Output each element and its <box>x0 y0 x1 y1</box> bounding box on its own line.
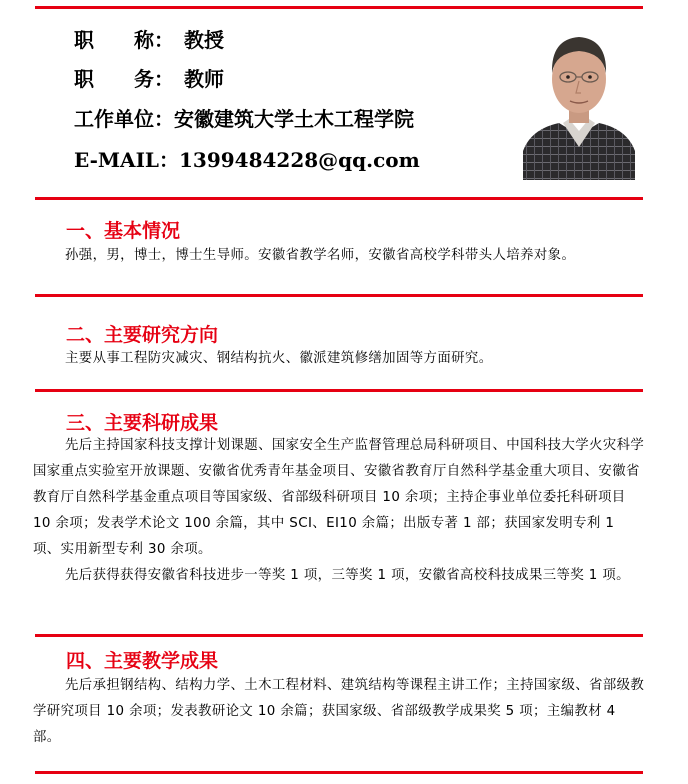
paragraph: 先后承担钢结构、结构力学、土木工程材料、建筑结构等课程主讲工作；主持国家级、省部级教学研究项目 10 余项；发表教研论文 10 余篇；获国家级、省部级教学成果奖 5 项；主编教材 4 部。 <box>33 678 645 745</box>
section-body-basic-info <box>33 243 645 269</box>
section-title-basic-info: 一、基本情况 <box>66 220 181 242</box>
section-title-teaching-achievements: 四、主要教学成果 <box>66 650 219 672</box>
title-row <box>74 24 224 53</box>
email-row <box>74 144 420 173</box>
section-body-research-direction <box>33 346 645 372</box>
title-label: 职 称： <box>74 28 174 52</box>
section-divider <box>35 634 643 637</box>
section-divider <box>35 294 643 297</box>
portrait-photo <box>523 23 635 180</box>
unit-row <box>74 103 414 132</box>
paragraph: 先后主持国家科技支撑计划课题、国家安全生产监督管理总局科研项目、中国科技大学火灾科学国家重点实验室开放课题、安徽省优秀青年基金项目、安徽省教育厅自然科学基金重大项目、安徽省教育厅自然科学基金重点项目等国家级、省部级科研项目 10 余项；主持企事业单位委托科研项目 10 余项；发表学术论文 100 余篇，其中 SCI、EI10 余篇；出版专著 1 部；获国家发明专利 1 项、实用新型专利 30 余项。 <box>33 438 645 557</box>
position-label: 职 务： <box>74 67 174 91</box>
title-value: 教授 <box>184 28 224 52</box>
section-title-research-achievements: 三、主要科研成果 <box>66 412 219 434</box>
unit-value: 安徽建筑大学土木工程学院 <box>174 107 414 131</box>
position-value: 教师 <box>184 67 224 91</box>
unit-label: 工作单位： <box>74 107 174 131</box>
paragraph: 主要从事工程防灾减灾、钢结构抗火、徽派建筑修缮加固等方面研究。 <box>65 351 493 366</box>
paragraph: 孙强，男，博士，博士生导师。安徽省教学名师，安徽省高校学科带头人培养对象。 <box>65 248 576 263</box>
email-label: E-MAIL： <box>74 148 179 172</box>
position-row <box>74 63 224 92</box>
paragraph: 先后获得获得安徽省科技进步一等奖 1 项，三等奖 1 项，安徽省高校科技成果三等奖 1 项。 <box>65 568 630 583</box>
section-divider <box>35 389 643 392</box>
email-value[interactable]: 1399484228@qq.com <box>179 148 420 172</box>
section-title-research-direction: 二、主要研究方向 <box>66 324 219 346</box>
bottom-rule <box>35 771 643 774</box>
top-rule <box>35 6 643 9</box>
section-divider <box>35 197 643 200</box>
section-body-teaching-achievements <box>33 673 645 751</box>
section-body-research-achievements <box>33 433 645 589</box>
